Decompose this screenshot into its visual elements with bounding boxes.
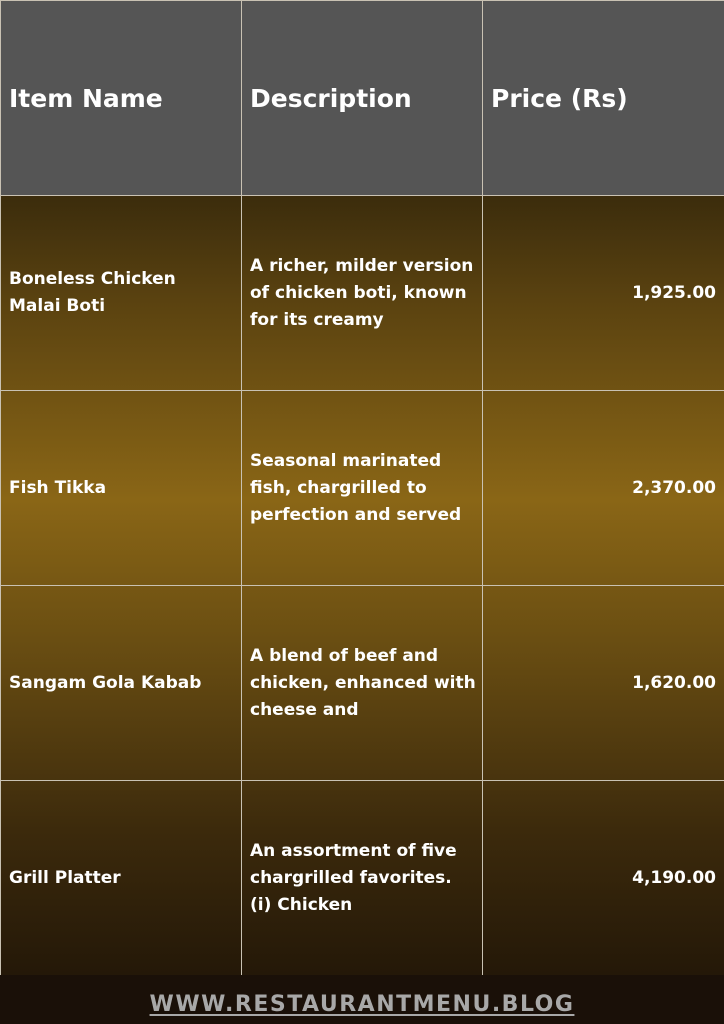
- item-name-cell: Boneless Chicken Malai Boti: [1, 196, 242, 391]
- header-item-name: Item Name: [1, 1, 242, 196]
- header-price: Price (Rs): [483, 1, 724, 196]
- table-row: [1, 196, 724, 391]
- website-link[interactable]: WWW.RESTAURANTMENU.BLOG: [149, 992, 575, 1017]
- table-row: [1, 586, 724, 781]
- item-name-cell: Grill Platter: [1, 781, 242, 976]
- footer: [0, 975, 724, 1024]
- item-description-cell: An assortment of five chargrilled favorites. (i) Chicken: [242, 781, 483, 976]
- item-description-cell: Seasonal marinated fish, chargrilled to perfection and served: [242, 391, 483, 586]
- item-description-cell: A blend of beef and chicken, enhanced with cheese and: [242, 586, 483, 781]
- item-price-cell: 1,620.00: [483, 586, 724, 781]
- item-price-cell: 1,925.00: [483, 196, 724, 391]
- item-price-cell: 2,370.00: [483, 391, 724, 586]
- table-row: [1, 781, 724, 976]
- item-price-cell: 4,190.00: [483, 781, 724, 976]
- item-description-cell: A richer, milder version of chicken boti, known for its creamy: [242, 196, 483, 391]
- item-name-cell: Sangam Gola Kabab: [1, 586, 242, 781]
- item-name-cell: Fish Tikka: [1, 391, 242, 586]
- table-header-row: [1, 1, 724, 196]
- header-description: Description: [242, 1, 483, 196]
- table-row: [1, 391, 724, 586]
